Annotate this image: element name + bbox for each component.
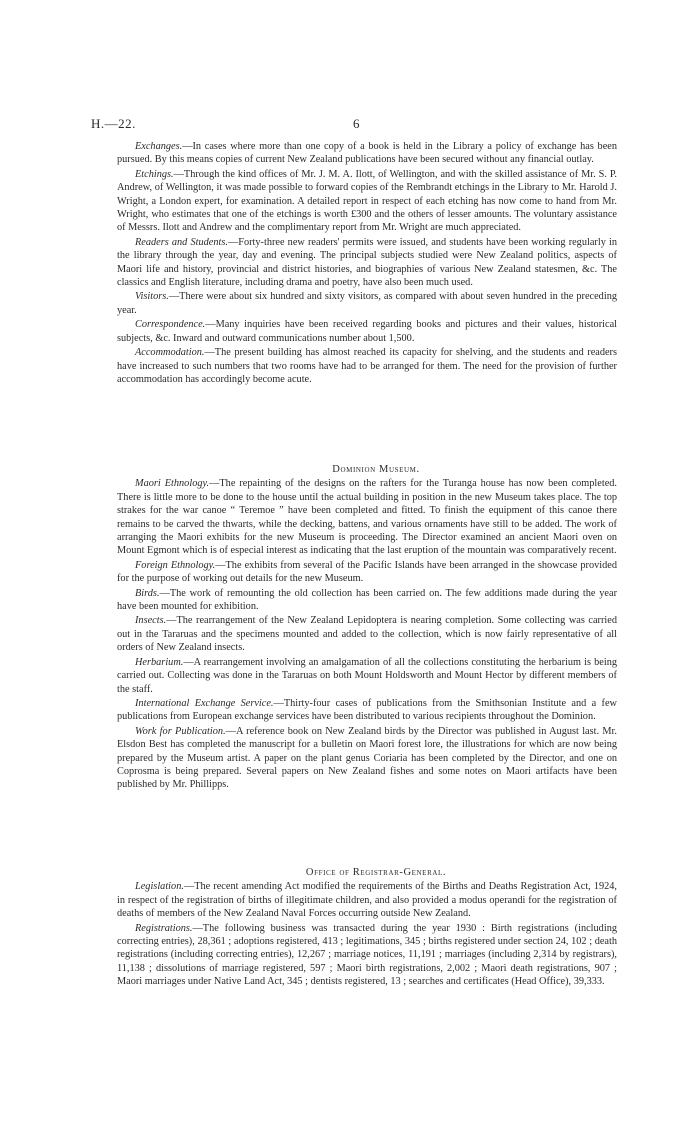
section-heading: Office of Registrar-General.	[305, 867, 447, 878]
paragraph-text: —The following business was transacted during the year 1930 : Birth registrations (including correcting entries), 28,361 ; adoptions registered, 413 ; legitimations, 345 ; births registered under section 24, 102 ; death registrations (including correcting entries), 12,267 ; marriage notices, 11,191 ; marriages (including 2,314 by registrars), 11,138 ; dissolutions of marriage registered, 597 ; Maori birth registrations, 2,002 ; Maori death registrations, 907 ; Maori marriages under Native Land Act, 345 ; dentists registered, 13 ; searches and certificates (Head Office), 39,333.	[117, 922, 617, 988]
paragraph-text: —A reference book on New Zealand birds by the Director was published in August last. Mr. Elsdon Best has completed the manuscript for a bulletin on Maori forest lore, the illustrations for which are now being prepared by the Museum artist. A paper on the plant genus Coriaria has been completed by the Director, and one on Coprosma is being prepared. Several papers on New Zealand fishes and some notes on Maori artifacts have been published by Mr. Phillipps.	[117, 725, 617, 791]
paragraph	[117, 922, 617, 989]
paragraph-text: —In cases where more than one copy of a book is held in the Library a policy of exchange has been pursued. By this means copies of current New Zealand publications have been secured without any financial outlay.	[117, 141, 617, 166]
paragraph-title: Insects.	[135, 615, 167, 627]
paragraph-title: Etchings.	[135, 168, 174, 180]
paragraph	[117, 290, 617, 317]
paragraph-text: —The exhibits from several of the Pacific Islands have been arranged in the showcase provided for the purpose of working out details for the new Museum.	[117, 559, 617, 585]
paragraph-title: Visitors.	[135, 291, 169, 303]
document-reference: H.—22.	[91, 116, 136, 131]
paragraph	[117, 318, 617, 345]
paragraph	[117, 559, 617, 586]
paragraph-text: —Thirty-four cases of publications from the Smithsonian Institute and a few publications from European exchange services have been distributed to various recipients throughout the Dominion.	[117, 697, 617, 723]
page-number: 6	[353, 116, 360, 131]
paragraph	[117, 656, 617, 696]
paragraph-text: —Through the kind offices of Mr. J. M. A. Ilott, of Wellington, and with the skilled assistance of Mr. S. P. Andrew, of Wellington, it was made possible to forward copies of the Rembrandt etchings in the Library to Mr. Harold J. Wright, a London expert, for examination. A detailed report in respect of each etching has now come to hand from Mr. Wright, who estimates that one of the etchings is worth £300 and the others of lesser amounts. The voluntary assistance of Messrs. Ilott and Andrew and the complimentary report from Mr. Wright are much appreciated.	[117, 168, 617, 234]
section-heading: Dominion Museum.	[332, 464, 420, 475]
paragraph-text: —The present building has almost reached its capacity for shelving, and the students and readers have increased to such numbers that two rooms have had to be arranged for them. The need for the provision of further accommodation has accordingly become acute.	[117, 347, 617, 385]
paragraph-text: —There were about six hundred and sixty visitors, as compared with about seven hundred in the preceding year.	[117, 291, 617, 316]
paragraph-text: —The recent amending Act modified the requirements of the Births and Deaths Registration Act, 1924, in respect of the registration of births of illegitimate children, and also provided a modus operandi for the registration of deaths of members of the New Zealand Naval Forces occurring outside New Zealand.	[117, 881, 617, 920]
paragraph-title: Legislation.	[135, 881, 184, 893]
paragraph	[117, 477, 617, 557]
paragraph-title: Registrations.	[135, 922, 193, 934]
museum-section	[117, 463, 617, 793]
paragraph-text: —The work of remounting the old collection has been carried on. The few additions made during the year have been mounted for exhibition.	[117, 587, 617, 613]
page-header	[91, 116, 670, 132]
paragraph	[117, 725, 617, 792]
paragraph-text: —Many inquiries have been received regarding books and pictures and their values, historical subjects, &c. Inward and outward communications number about 1,500.	[117, 319, 617, 344]
paragraph-text: —The rearrangement of the New Zealand Lepidoptera is nearing completion. Some collecting was carried out in the Tararuas and the specimens mounted and added to the collection, which is now fairly representative of all orders of New Zealand insects.	[117, 615, 617, 654]
paragraph	[117, 140, 617, 167]
paragraph-text: —Forty-three new readers' permits were issued, and students have been working regularly in the library through the year, day and evening. The principal subjects studied were New Zealand politics, aspects of Maori life and history, provincial and district histories, and biographies of various New Zealand statesmen, &c. The classics and English literature, including drama and poetry, have also been much used.	[117, 236, 617, 289]
paragraph-title: Herbarium.	[135, 656, 184, 668]
paragraph-title: Work for Publication.	[135, 725, 226, 737]
paragraph-title: Accommodation.	[135, 347, 205, 359]
paragraph-title: Birds.	[135, 587, 160, 599]
paragraph-title: Exchanges.	[135, 141, 183, 152]
paragraph-title: Readers and Students.	[135, 236, 228, 248]
paragraph-text: —The repainting of the designs on the rafters for the Turanga house has now been completed. There is little more to be done to the house until the actual building in position in the new Museum takes place. The top strakes for the war canoe “ Teremoe ” have been completed and fitted. To finish the equipment of this canoe there remains to be carved the thwarts, while the decking, battens, and various ornaments have still to be added. The work of arranging the Maori exhibits for the new Museum is proceeding. The Director examined an ancient Maori oven on Mount Egmont which is of especial interest as indicating that the last eruption of the mountain was comparatively recent.	[117, 478, 617, 557]
paragraph	[117, 168, 617, 235]
library-section	[117, 140, 617, 387]
paragraph	[117, 346, 617, 386]
paragraph-title: Foreign Ethnology.	[135, 559, 216, 571]
paragraph	[117, 880, 617, 920]
paragraph-title: International Exchange Service.	[135, 697, 274, 709]
paragraph-title: Correspondence.	[135, 319, 206, 331]
paragraph-title: Maori Ethnology.	[135, 478, 210, 490]
paragraph	[117, 697, 617, 724]
registrar-section	[117, 866, 617, 990]
paragraph-text: —A rearrangement involving an amalgamation of all the collections constituting the herbarium is being carried out. Collecting was done in the Tararuas on both Mount Holdsworth and Mount Hector by different members of the staff.	[117, 656, 617, 695]
paragraph	[117, 236, 617, 290]
paragraph	[117, 614, 617, 654]
paragraph	[117, 587, 617, 614]
